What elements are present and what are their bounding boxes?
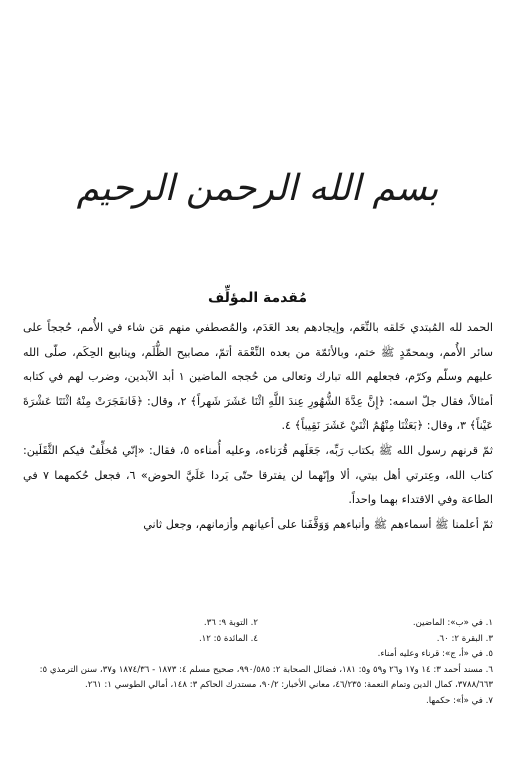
- body-text: [23, 316, 493, 537]
- footnote-3: ٣. البقرة ٢: ٦٠.: [436, 633, 493, 644]
- footnote-6: ٦. مسند أحمد ٣: ١٤ و١٧ و٢٦ و٥٩ و٥: ١٨١، فضائل الصحابة ٢: ٩٩٠/٥٨٥، صحيح مسلم ٤: ١٨٧٣ - ١٨٧٤/٣٦ و٣٧، سنن الترمذي ٥: ٣٧٨٨/٦٦٣، كمال الدين وتمام النعمة: ٤٦/٢٣٥، معاني الأخبار: ٩٠/٢، مستدرك الحاكم ٣: ١٤٨، أمالي الطوسي ١: ٢٦١.: [39, 664, 493, 691]
- footnote-2: ٢. التوبة ٩: ٣٦.: [203, 618, 258, 628]
- footnote-7: ٧. في «أ»: حكمها.: [426, 695, 493, 706]
- footnote-1: ١. في «ب»: الماضين.: [412, 618, 493, 628]
- paragraph: الحمد لله المُبتدي خَلقه بالنِّعَم، وإيجادهم بعد العَدَم، والمُصطفي منهم مَن شاء في الأُمم، حُججاً على سائر الأُمم، وبمحمّدٍ ﷺ ختم، وبالأئمّة من بعده النِّعْمَة أتمّ، مصابيح الظُّلَم، وينابيع الحِكَم، صلّى الله عليهم وسلّم وكرّم، فجعلهم الله تبارك وتعالى من حُججه الماضين ١ أبد الآبدين، وضرب لهم في كتابه أمثالاً، فقال جلّ اسمه: ﴿إِنَّ عِدَّةَ الشُّهُورِ عِندَ اللَّهِ اثْنَا عَشَرَ شَهراً﴾ ٢، وقال: ﴿فَانفَجَرَتْ مِنْهُ اثْنَتَا عَشْرَةَ عَيْناً﴾ ٣، وقال: ﴿بَعَثْنَا مِنْهُمُ اثْنَيْ عَشَرَ نَقِيباً﴾ ٤.: [23, 321, 494, 433]
- basmala-calligraphy: بسم الله الرحمن الرحيم: [76, 168, 439, 209]
- footnote-row: [23, 632, 493, 648]
- section-heading: مُقدمة المؤلِّف: [207, 290, 307, 306]
- footnotes: [23, 616, 493, 710]
- paragraph: ثمّ قرنهم رسول الله ﷺ بكتاب رَبِّه، جَعَلَهم قُرَناءه، وعليه أُمناءه ٥، فقال: «إنّي مُخلِّفٌ فيكم الثَّقَلَين: كتاب الله، وعِترتي أهل بيتي، ألا وإنّهما لن يفترقا حتّى يَردا عَلَيَّ الحوض» ٦، فجعل حُكمهما ٧ في الطاعة وفي الاقتداء بهما واحداً.: [23, 443, 493, 507]
- footnote-4: ٤. المائدة ٥: ١٢.: [198, 633, 258, 644]
- footnote-row: [23, 616, 493, 632]
- paragraph: ثمّ أعلمنا ﷺ أسماءهم ﷺ وأنباءهم وَوَقَّفَنا على أعيانهم وأزمانهم، وجعل ثاني: [143, 517, 493, 531]
- footnote-5: ٥. في «أ، ج»: قرناء وعليه أمناء.: [377, 649, 493, 660]
